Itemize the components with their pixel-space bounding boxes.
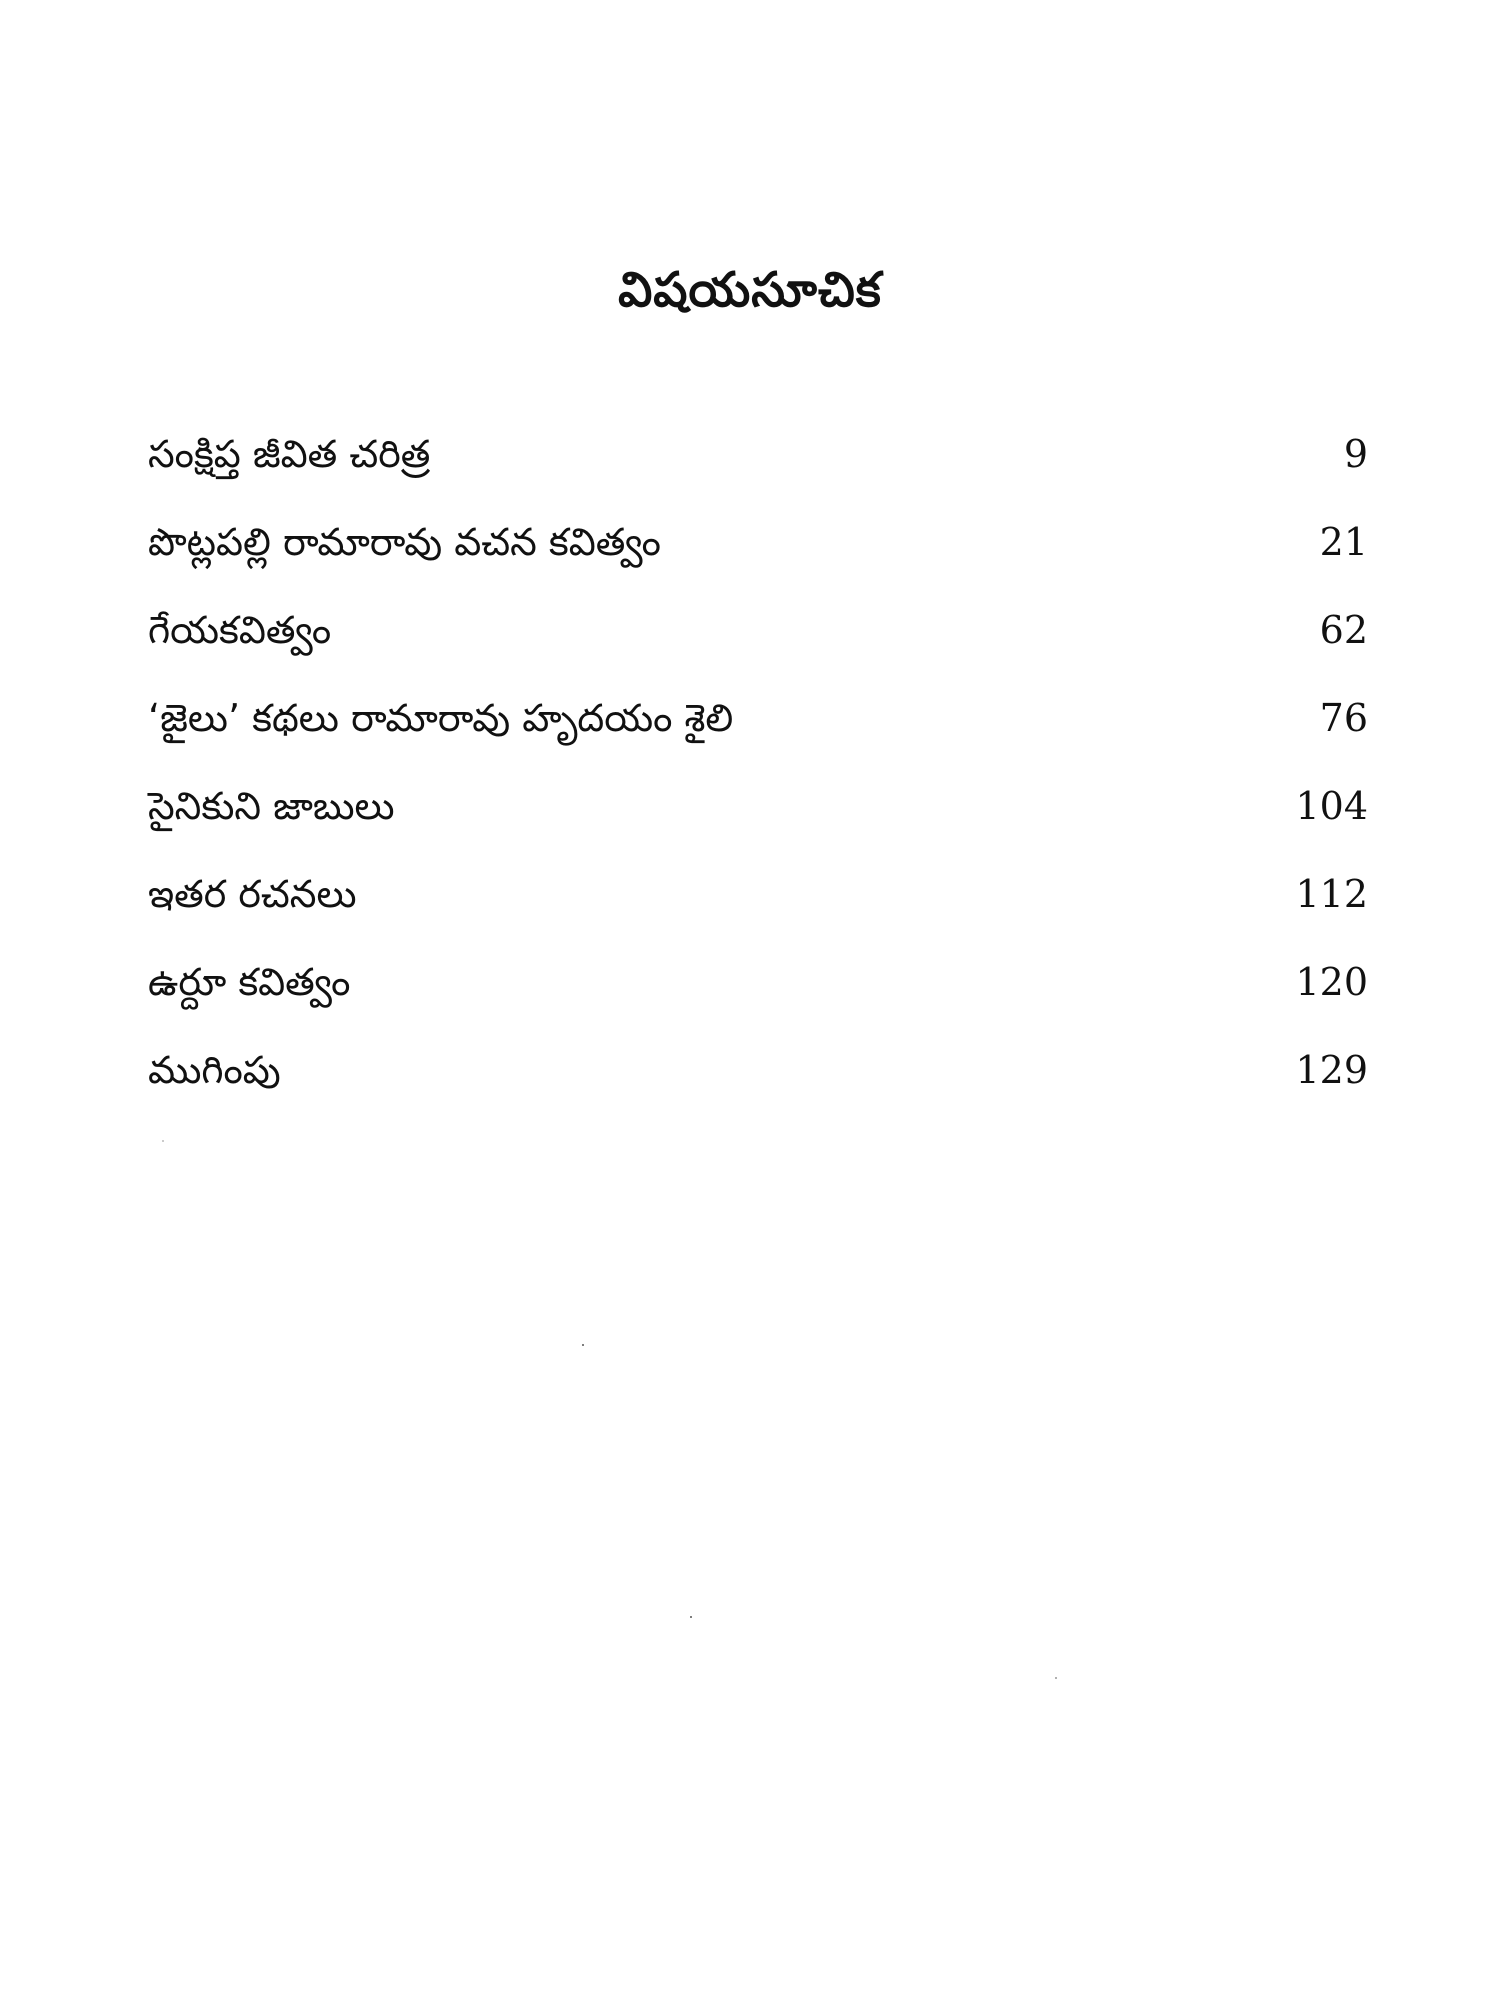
toc-row — [148, 432, 1368, 520]
toc-row — [148, 696, 1368, 784]
scan-speck — [690, 1616, 692, 1618]
toc-page-number: 112 — [1295, 872, 1368, 916]
toc-page-number: 21 — [1319, 520, 1368, 564]
toc-entry-title: ముగింపు — [148, 1048, 281, 1092]
toc-page-number: 76 — [1319, 696, 1368, 740]
toc-entry-title: పొట్లపల్లి రామారావు వచన కవిత్వం — [148, 520, 661, 564]
scan-speck — [162, 1140, 164, 1142]
toc-entry-title: గేయకవిత్వం — [148, 608, 332, 652]
toc-entry-title: ‘జైలు’ కథలు రామారావు హృదయం శైలి — [148, 696, 734, 740]
toc-entry-title: ఉర్దూ కవిత్వం — [148, 960, 351, 1004]
toc-row — [148, 608, 1368, 696]
table-of-contents — [148, 432, 1368, 1136]
toc-page-number: 9 — [1343, 432, 1368, 476]
toc-row — [148, 784, 1368, 872]
scan-speck — [582, 1344, 584, 1346]
toc-page-number: 62 — [1319, 608, 1368, 652]
toc-page-number: 129 — [1295, 1048, 1368, 1092]
toc-row — [148, 1048, 1368, 1136]
toc-entry-title: ఇతర రచనలు — [148, 872, 357, 916]
page-title: విషయసూచిక — [618, 262, 882, 318]
toc-row — [148, 520, 1368, 608]
toc-page-number: 120 — [1295, 960, 1368, 1004]
scan-speck — [1055, 1677, 1057, 1679]
toc-entry-title: సైనికుని జాబులు — [148, 784, 395, 828]
toc-entry-title: సంక్షిప్త జీవిత చరిత్ర — [148, 432, 431, 476]
toc-row — [148, 872, 1368, 960]
toc-row — [148, 960, 1368, 1048]
toc-page-number: 104 — [1295, 784, 1368, 828]
